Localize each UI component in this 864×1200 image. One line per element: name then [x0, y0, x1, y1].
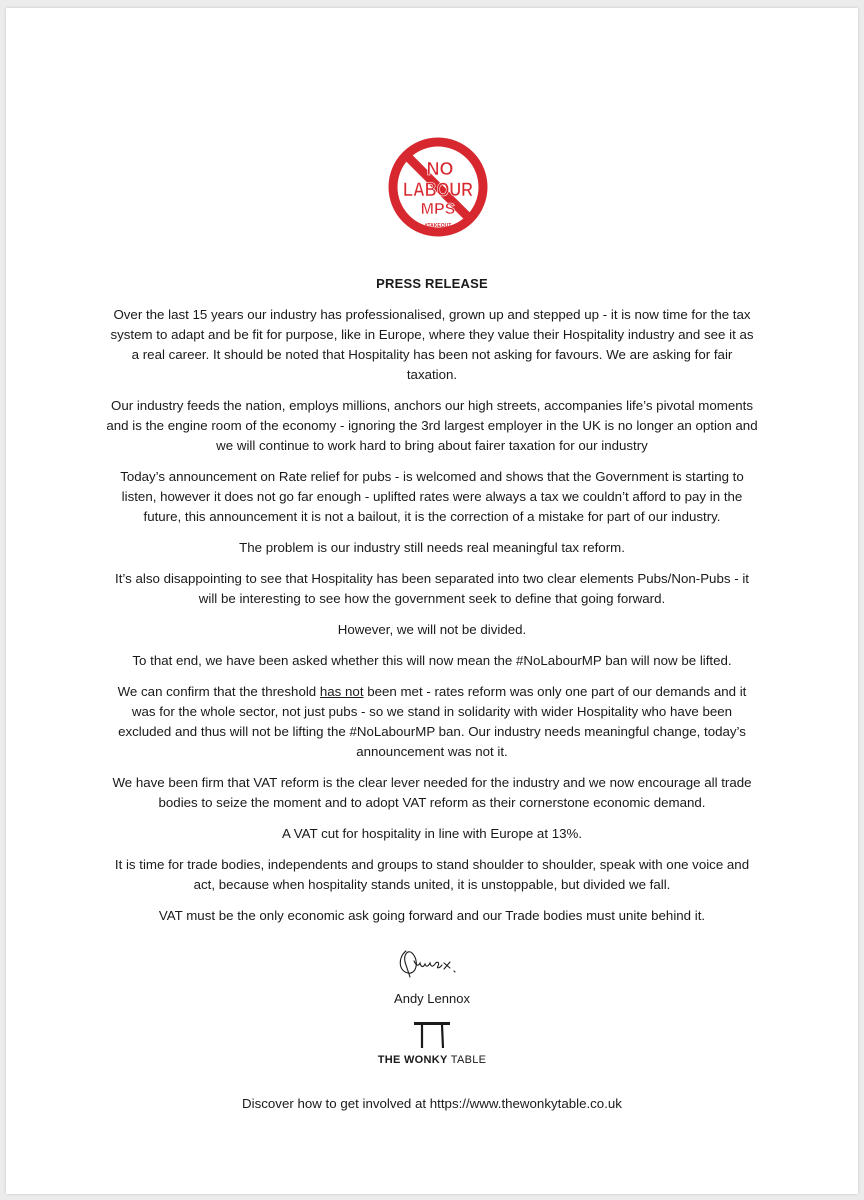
paragraph-text: been met - rates reform was only one part of our demands and it was for the whole sector, not just pubs - so we stand in solidarity with wider Hospitality who have been excluded and thus will not be lifting the #NoLabourMP ban. Our industry needs meaningful change, today’s announcement was not it. — [118, 684, 747, 759]
press-release-body — [106, 305, 758, 937]
paragraph: We have been firm that VAT reform is the clear lever needed for the industry and we now encourage all trade bodies to seize the moment and to adopt VAT reform as their cornerstone economic demand. — [112, 775, 752, 810]
logo-tag: #TAKEOUT — [424, 223, 452, 229]
no-labour-mps-logo — [386, 135, 490, 239]
footer-link-text: Discover how to get involved at https://www.thewonkytable.co.uk — [242, 1096, 622, 1111]
paragraph: VAT must be the only economic ask going forward and our Trade bodies must unite behind it. — [158, 908, 706, 923]
logo-line2: LABOUR — [403, 180, 474, 201]
paragraph — [106, 682, 758, 762]
paragraph: Today’s announcement on Rate relief for pubs - is welcomed and shows that the Government is starting to listen, however it does not go far enough - uplifted rates were always a tax we couldn’t afford to pay in the future, this announcement it is not a bailout, it is the correction of a mistake for part of our industry. — [120, 469, 744, 524]
signature-block — [6, 943, 858, 1066]
paragraph: It is time for trade bodies, independents and groups to stand shoulder to shoulder, speak with one voice and act, because when hospitality stands united, it is unstoppable, but divided we fall. — [114, 857, 750, 892]
paragraph: Over the last 15 years our industry has professionalised, grown up and stepped up - it is now time for the tax system to adapt and be fit for purpose, like in Europe, where they value their Hospitality industry and see it as a real career. It should be noted that Hospitality has been not asking for favours. We are asking for fair taxation. — [110, 307, 754, 382]
underlined-text: has not — [319, 684, 364, 699]
paragraph: A VAT cut for hospitality in line with Europe at 13%. — [281, 826, 583, 841]
paragraph: To that end, we have been asked whether this will now mean the #NoLabourMP ban will now be lifted. — [132, 653, 732, 668]
page-title: PRESS RELEASE — [376, 276, 488, 291]
brand-name — [6, 1054, 858, 1066]
paragraph-text: We can confirm that the threshold — [117, 684, 320, 699]
press-release-page — [6, 8, 858, 1194]
brand-bold: THE WONKY — [377, 1054, 448, 1066]
logo-line3: MPS — [420, 201, 456, 218]
handwritten-signature — [392, 943, 472, 983]
signer-name: Andy Lennox — [394, 991, 470, 1006]
brand-rest: TABLE — [447, 1054, 487, 1066]
logo-line1: NO — [426, 159, 454, 179]
paragraph: The problem is our industry still needs real meaningful tax reform. — [239, 540, 625, 555]
paragraph: Our industry feeds the nation, employs millions, anchors our high streets, accompanies life’s pivotal moments and is the engine room of the economy - ignoring the 3rd largest employer in the UK is no longer an option and we will continue to work hard to bring about fairer taxation for our industry — [106, 398, 758, 453]
paragraph: It’s also disappointing to see that Hospitality has been separated into two clear elements Pubs/Non-Pubs - it will be interesting to see how the government seek to define that going forward. — [115, 571, 749, 606]
wonky-table-icon — [412, 1020, 452, 1050]
paragraph: However, we will not be divided. — [337, 622, 527, 637]
no-sign-icon — [386, 135, 490, 239]
